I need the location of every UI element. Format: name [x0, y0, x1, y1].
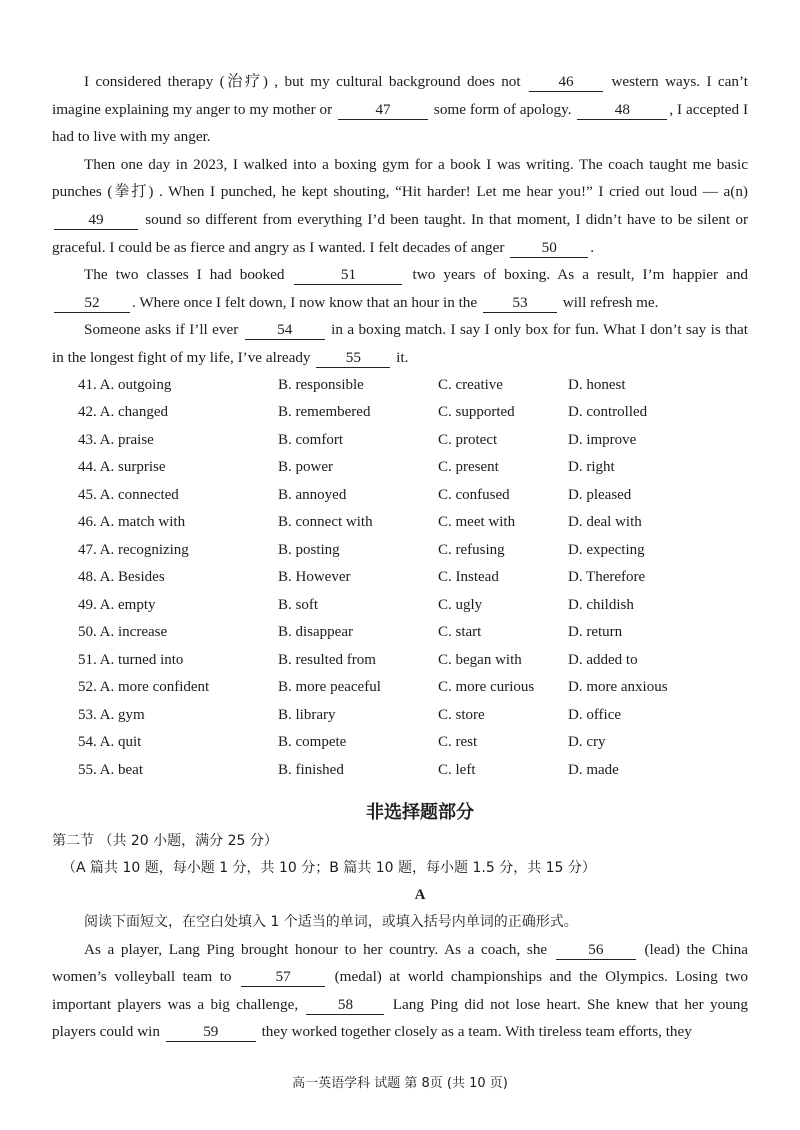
- section-subtitle: 第二节 （共 20 小题，满分 25 分）: [52, 833, 278, 850]
- option[interactable]: C. confused: [438, 486, 510, 503]
- text: two years of boxing. As a result, I’m happier and: [412, 266, 749, 284]
- blank-58[interactable]: 58: [306, 996, 384, 1015]
- passage-paragraph-1: [52, 68, 748, 151]
- blank-47[interactable]: 47: [338, 101, 428, 120]
- option[interactable]: 49. A. empty: [78, 596, 156, 613]
- option[interactable]: D. right: [568, 459, 615, 476]
- option-row-41: [52, 372, 748, 400]
- blank-49[interactable]: 49: [54, 211, 138, 230]
- passage-paragraph-3: [52, 261, 748, 316]
- exam-page: [52, 68, 748, 1046]
- text: (medal) at world championships and the Olympics. Losing two important players was a big challenge,: [52, 968, 749, 1013]
- option[interactable]: 52. A. more confident: [78, 679, 210, 696]
- option-row-43: [52, 427, 748, 455]
- option[interactable]: C. left: [438, 761, 476, 778]
- option-row-42: [52, 399, 748, 427]
- text: I considered therapy (治疗) , but my cultural background does not: [84, 73, 521, 90]
- option-row-51: [52, 647, 748, 675]
- option[interactable]: C. protect: [438, 431, 498, 448]
- option[interactable]: D. return: [568, 624, 623, 641]
- option-row-45: [52, 482, 748, 510]
- passage-paragraph-2: [52, 151, 748, 261]
- option[interactable]: 54. A. quit: [78, 734, 142, 751]
- option[interactable]: B. finished: [278, 761, 344, 778]
- option[interactable]: D. deal with: [568, 514, 642, 531]
- option[interactable]: C. present: [438, 459, 499, 476]
- option[interactable]: C. ugly: [438, 596, 483, 613]
- option[interactable]: D. cry: [568, 734, 606, 751]
- option[interactable]: C. began with: [438, 651, 522, 668]
- text: , I accepted I had to live with my anger.: [52, 100, 749, 146]
- option[interactable]: C. meet with: [438, 514, 516, 531]
- blank-48[interactable]: 48: [577, 101, 667, 120]
- option[interactable]: 51. A. turned into: [78, 651, 184, 668]
- option[interactable]: B. connect with: [278, 514, 373, 531]
- option[interactable]: 46. A. match with: [78, 514, 186, 531]
- option[interactable]: C. supported: [438, 404, 515, 421]
- option[interactable]: D. honest: [568, 376, 626, 393]
- blank-54[interactable]: 54: [245, 321, 325, 340]
- blank-55[interactable]: 55: [316, 349, 390, 368]
- option[interactable]: B. power: [278, 459, 333, 476]
- passage-a-paragraph: [52, 936, 748, 1046]
- text: western ways. I can’t imagine explaining my anger to my mother or: [52, 73, 749, 118]
- text: Someone asks if I’ll ever: [84, 321, 239, 339]
- option[interactable]: B. resulted from: [278, 651, 376, 668]
- option-row-50: [52, 619, 748, 647]
- text: Lang Ping did not lose heart. She knew that her young players could win: [52, 995, 748, 1041]
- option[interactable]: 43. A. praise: [78, 431, 154, 448]
- option[interactable]: D. more anxious: [568, 679, 668, 696]
- blank-57[interactable]: 57: [241, 968, 325, 987]
- option[interactable]: D. added to: [568, 651, 638, 668]
- option[interactable]: D. controlled: [568, 404, 648, 421]
- option[interactable]: B. remembered: [278, 404, 371, 421]
- option[interactable]: C. more curious: [438, 679, 535, 696]
- answer-options: [52, 372, 748, 785]
- text: As a player, Lang Ping brought honour to her country. As a coach, she: [84, 941, 548, 959]
- option[interactable]: C. store: [438, 706, 485, 723]
- blank-56[interactable]: 56: [556, 941, 636, 960]
- option[interactable]: D. office: [568, 706, 622, 723]
- text: The two classes I had booked: [84, 266, 285, 284]
- blank-46[interactable]: 46: [529, 73, 603, 92]
- option[interactable]: 45. A. connected: [78, 486, 179, 503]
- option[interactable]: D. made: [568, 761, 619, 778]
- option[interactable]: 42. A. changed: [78, 404, 168, 421]
- option[interactable]: 47. A. recognizing: [78, 541, 189, 558]
- text: it.: [396, 348, 409, 366]
- text: Then one day in 2023, I walked into a boxing gym for a book I was writing. The coach taught me basic punches (拳打) . When I punched, he kept shouting, “Hit harder! Let me hear you!” I cried out loud — a(n): [52, 155, 748, 201]
- blank-50[interactable]: 50: [510, 239, 588, 258]
- option[interactable]: B. soft: [278, 596, 319, 613]
- text: .: [590, 238, 595, 256]
- option-row-47: [52, 537, 748, 565]
- blank-59[interactable]: 59: [166, 1023, 256, 1042]
- option[interactable]: B. annoyed: [278, 486, 347, 503]
- option[interactable]: C. start: [438, 624, 482, 641]
- option[interactable]: 55. A. beat: [78, 761, 143, 778]
- option-row-46: [52, 509, 748, 537]
- option[interactable]: B. posting: [278, 541, 340, 558]
- option[interactable]: B. comfort: [278, 431, 343, 448]
- option-row-48: [52, 564, 748, 592]
- text: in a boxing match. I say I only box for fun. What I don’t say is that in the longest fight of my life, I’ve already: [52, 321, 748, 366]
- option[interactable]: C. Instead: [438, 569, 499, 586]
- text: some form of apology.: [433, 100, 572, 118]
- option-row-49: [52, 592, 748, 620]
- part-label: A: [414, 887, 426, 904]
- option[interactable]: C. creative: [438, 376, 503, 393]
- option[interactable]: D. childish: [568, 596, 634, 613]
- option[interactable]: B. compete: [278, 734, 347, 751]
- option[interactable]: B. responsible: [278, 376, 364, 393]
- option[interactable]: 53. A. gym: [78, 706, 145, 723]
- text: (lead) the China women’s volleyball team to: [52, 941, 749, 986]
- option[interactable]: D. Therefore: [568, 569, 646, 586]
- text: sound so different from everything I’d been taught. In that moment, I didn’t have to be silent or graceful. I could be as fierce and angry as I wanted. I felt decades of anger: [52, 210, 749, 256]
- option[interactable]: 44. A. surprise: [78, 459, 166, 476]
- text: . Where once I felt down, I now know that an hour in the: [132, 293, 478, 311]
- option[interactable]: B. disappear: [278, 624, 353, 641]
- option[interactable]: B. However: [278, 569, 351, 586]
- text: they worked together closely as a team. With tireless team efforts, they: [261, 1023, 692, 1041]
- page-footer: 高一英语学科 试题 第 8页 (共 10 页): [292, 1076, 508, 1091]
- option[interactable]: 41. A. outgoing: [78, 376, 172, 393]
- option[interactable]: 50. A. increase: [78, 624, 168, 641]
- section-title: 非选择题部分: [366, 802, 474, 824]
- option[interactable]: D. expecting: [568, 541, 645, 558]
- option[interactable]: D. improve: [568, 431, 637, 448]
- section-note: （A 篇共 10 题，每小题 1 分，共 10 分；B 篇共 10 题，每小题 1.5 分，共 15 分）: [62, 860, 596, 877]
- option-row-52: [52, 674, 748, 702]
- option-row-55: [52, 757, 748, 785]
- option-row-53: [52, 702, 748, 730]
- blank-51[interactable]: 51: [294, 266, 402, 285]
- option[interactable]: B. library: [278, 706, 336, 723]
- option-row-44: [52, 454, 748, 482]
- passage-paragraph-4: [52, 316, 748, 371]
- option[interactable]: C. refusing: [438, 541, 505, 558]
- text: will refresh me.: [562, 293, 659, 311]
- blank-53[interactable]: 53: [483, 294, 557, 313]
- option[interactable]: C. rest: [438, 734, 478, 751]
- instruction: 阅读下面短文，在空白处填入 1 个适当的单词，或填入括号内单词的正确形式。: [84, 914, 578, 931]
- option[interactable]: D. pleased: [568, 486, 632, 503]
- option[interactable]: B. more peaceful: [278, 679, 381, 696]
- option[interactable]: 48. A. Besides: [78, 569, 165, 586]
- blank-52[interactable]: 52: [54, 294, 130, 313]
- option-row-54: [52, 729, 748, 757]
